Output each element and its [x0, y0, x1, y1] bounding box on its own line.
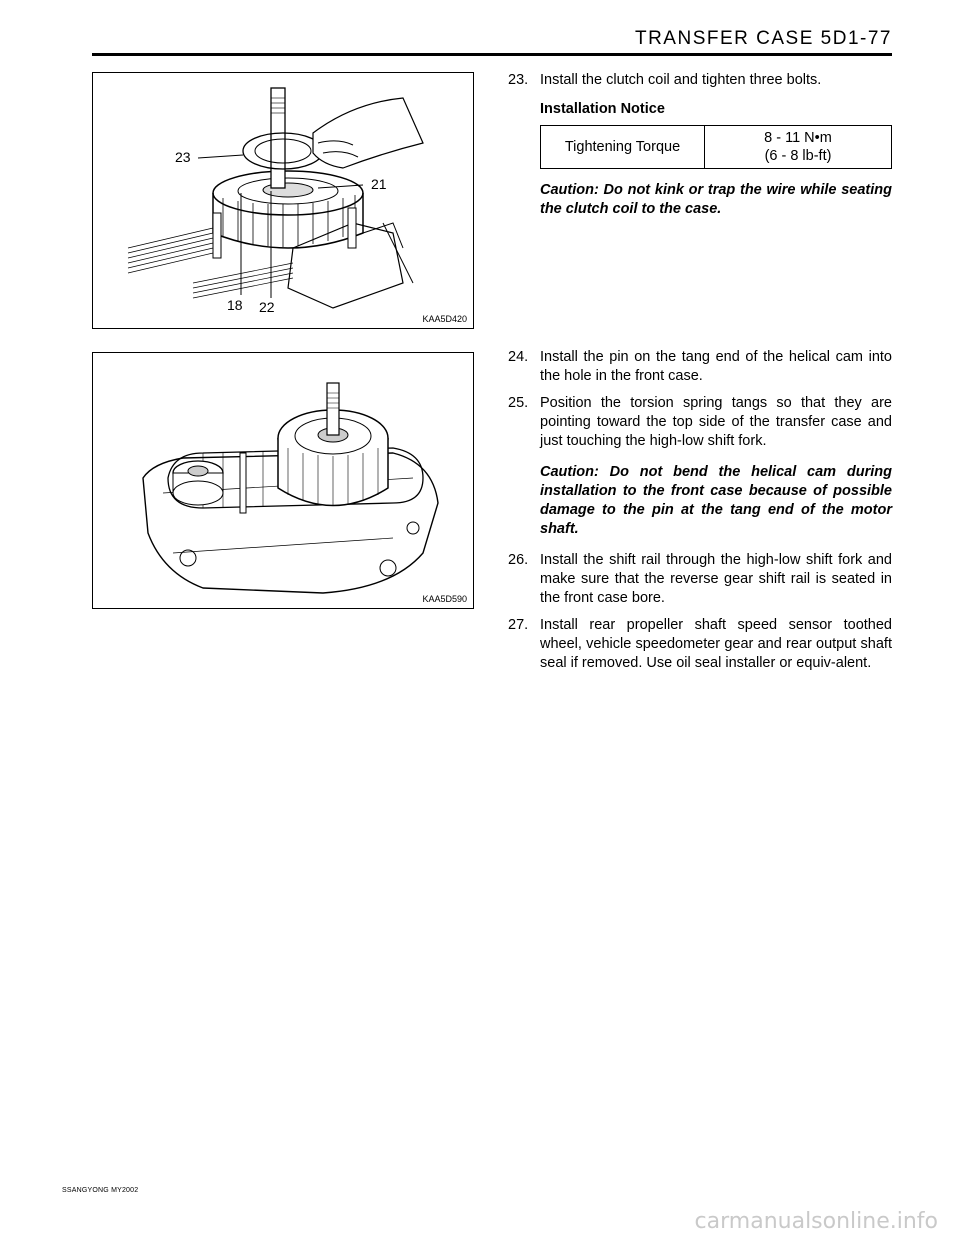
- caution-clutch-coil: Caution: Do not kink or trap the wire while seating the clutch coil to the case.: [540, 182, 892, 217]
- step-25: [508, 394, 892, 451]
- figure-caption: KAA5D590: [422, 594, 467, 604]
- page-footer: SSANGYONG MY2002: [62, 1187, 139, 1194]
- callout-22: 22: [259, 299, 275, 315]
- torque-value: [705, 126, 892, 169]
- torque-value-nm: 8 - 11 N•m: [764, 130, 832, 146]
- installation-notice-heading: Installation Notice: [540, 101, 665, 117]
- section-clutch-coil: [508, 71, 892, 231]
- step-text: Install rear propeller shaft speed sensor toothed wheel, vehicle speedometer gear and rear output shaft seal if removed. Use oil seal installer or equiv-alent.: [540, 617, 892, 671]
- helical-cam-illustration: [93, 353, 473, 608]
- step-text: Install the clutch coil and tighten three bolts.: [540, 72, 822, 88]
- step-26: [508, 551, 892, 608]
- step-text: Install the shift rail through the high-low shift fork and make sure that the reverse gear shift rail is seated in the front case bore.: [540, 552, 892, 606]
- watermark: carmanualsonline.info: [694, 1209, 938, 1234]
- step-number: 23.: [508, 72, 529, 88]
- page-header-title: TRANSFER CASE 5D1-77: [634, 28, 892, 49]
- torque-value-lbft: (6 - 8 lb-ft): [764, 148, 832, 164]
- step-number: 27.: [508, 617, 529, 633]
- figure-clutch-coil: [92, 72, 474, 329]
- callout-21: 21: [371, 176, 387, 192]
- figure-helical-cam: [92, 352, 474, 609]
- clutch-coil-illustration: [93, 73, 473, 328]
- torque-table: [540, 125, 892, 169]
- callout-18: 18: [227, 297, 243, 313]
- step-text: Install the pin on the tang end of the helical cam into the hole in the front case.: [540, 349, 892, 384]
- step-23: [508, 71, 892, 90]
- step-text: Position the torsion spring tangs so that they are pointing toward the top side of the transfer case and just touching the high-low shift fork.: [540, 395, 892, 449]
- torque-label: Tightening Torque: [541, 126, 705, 169]
- step-number: 25.: [508, 395, 529, 411]
- callout-23: 23: [175, 149, 191, 165]
- step-number: 24.: [508, 349, 529, 365]
- caution-helical-cam: Caution: Do not bend the helical cam during installation to the front case because of possible damage to the pin at the tang end of the motor shaft.: [540, 464, 892, 537]
- step-24: [508, 348, 892, 386]
- step-27: [508, 616, 892, 673]
- step-number: 26.: [508, 552, 529, 568]
- figure-caption: KAA5D420: [422, 314, 467, 324]
- section-helical-cam: [508, 348, 892, 681]
- header-rule: [92, 53, 892, 56]
